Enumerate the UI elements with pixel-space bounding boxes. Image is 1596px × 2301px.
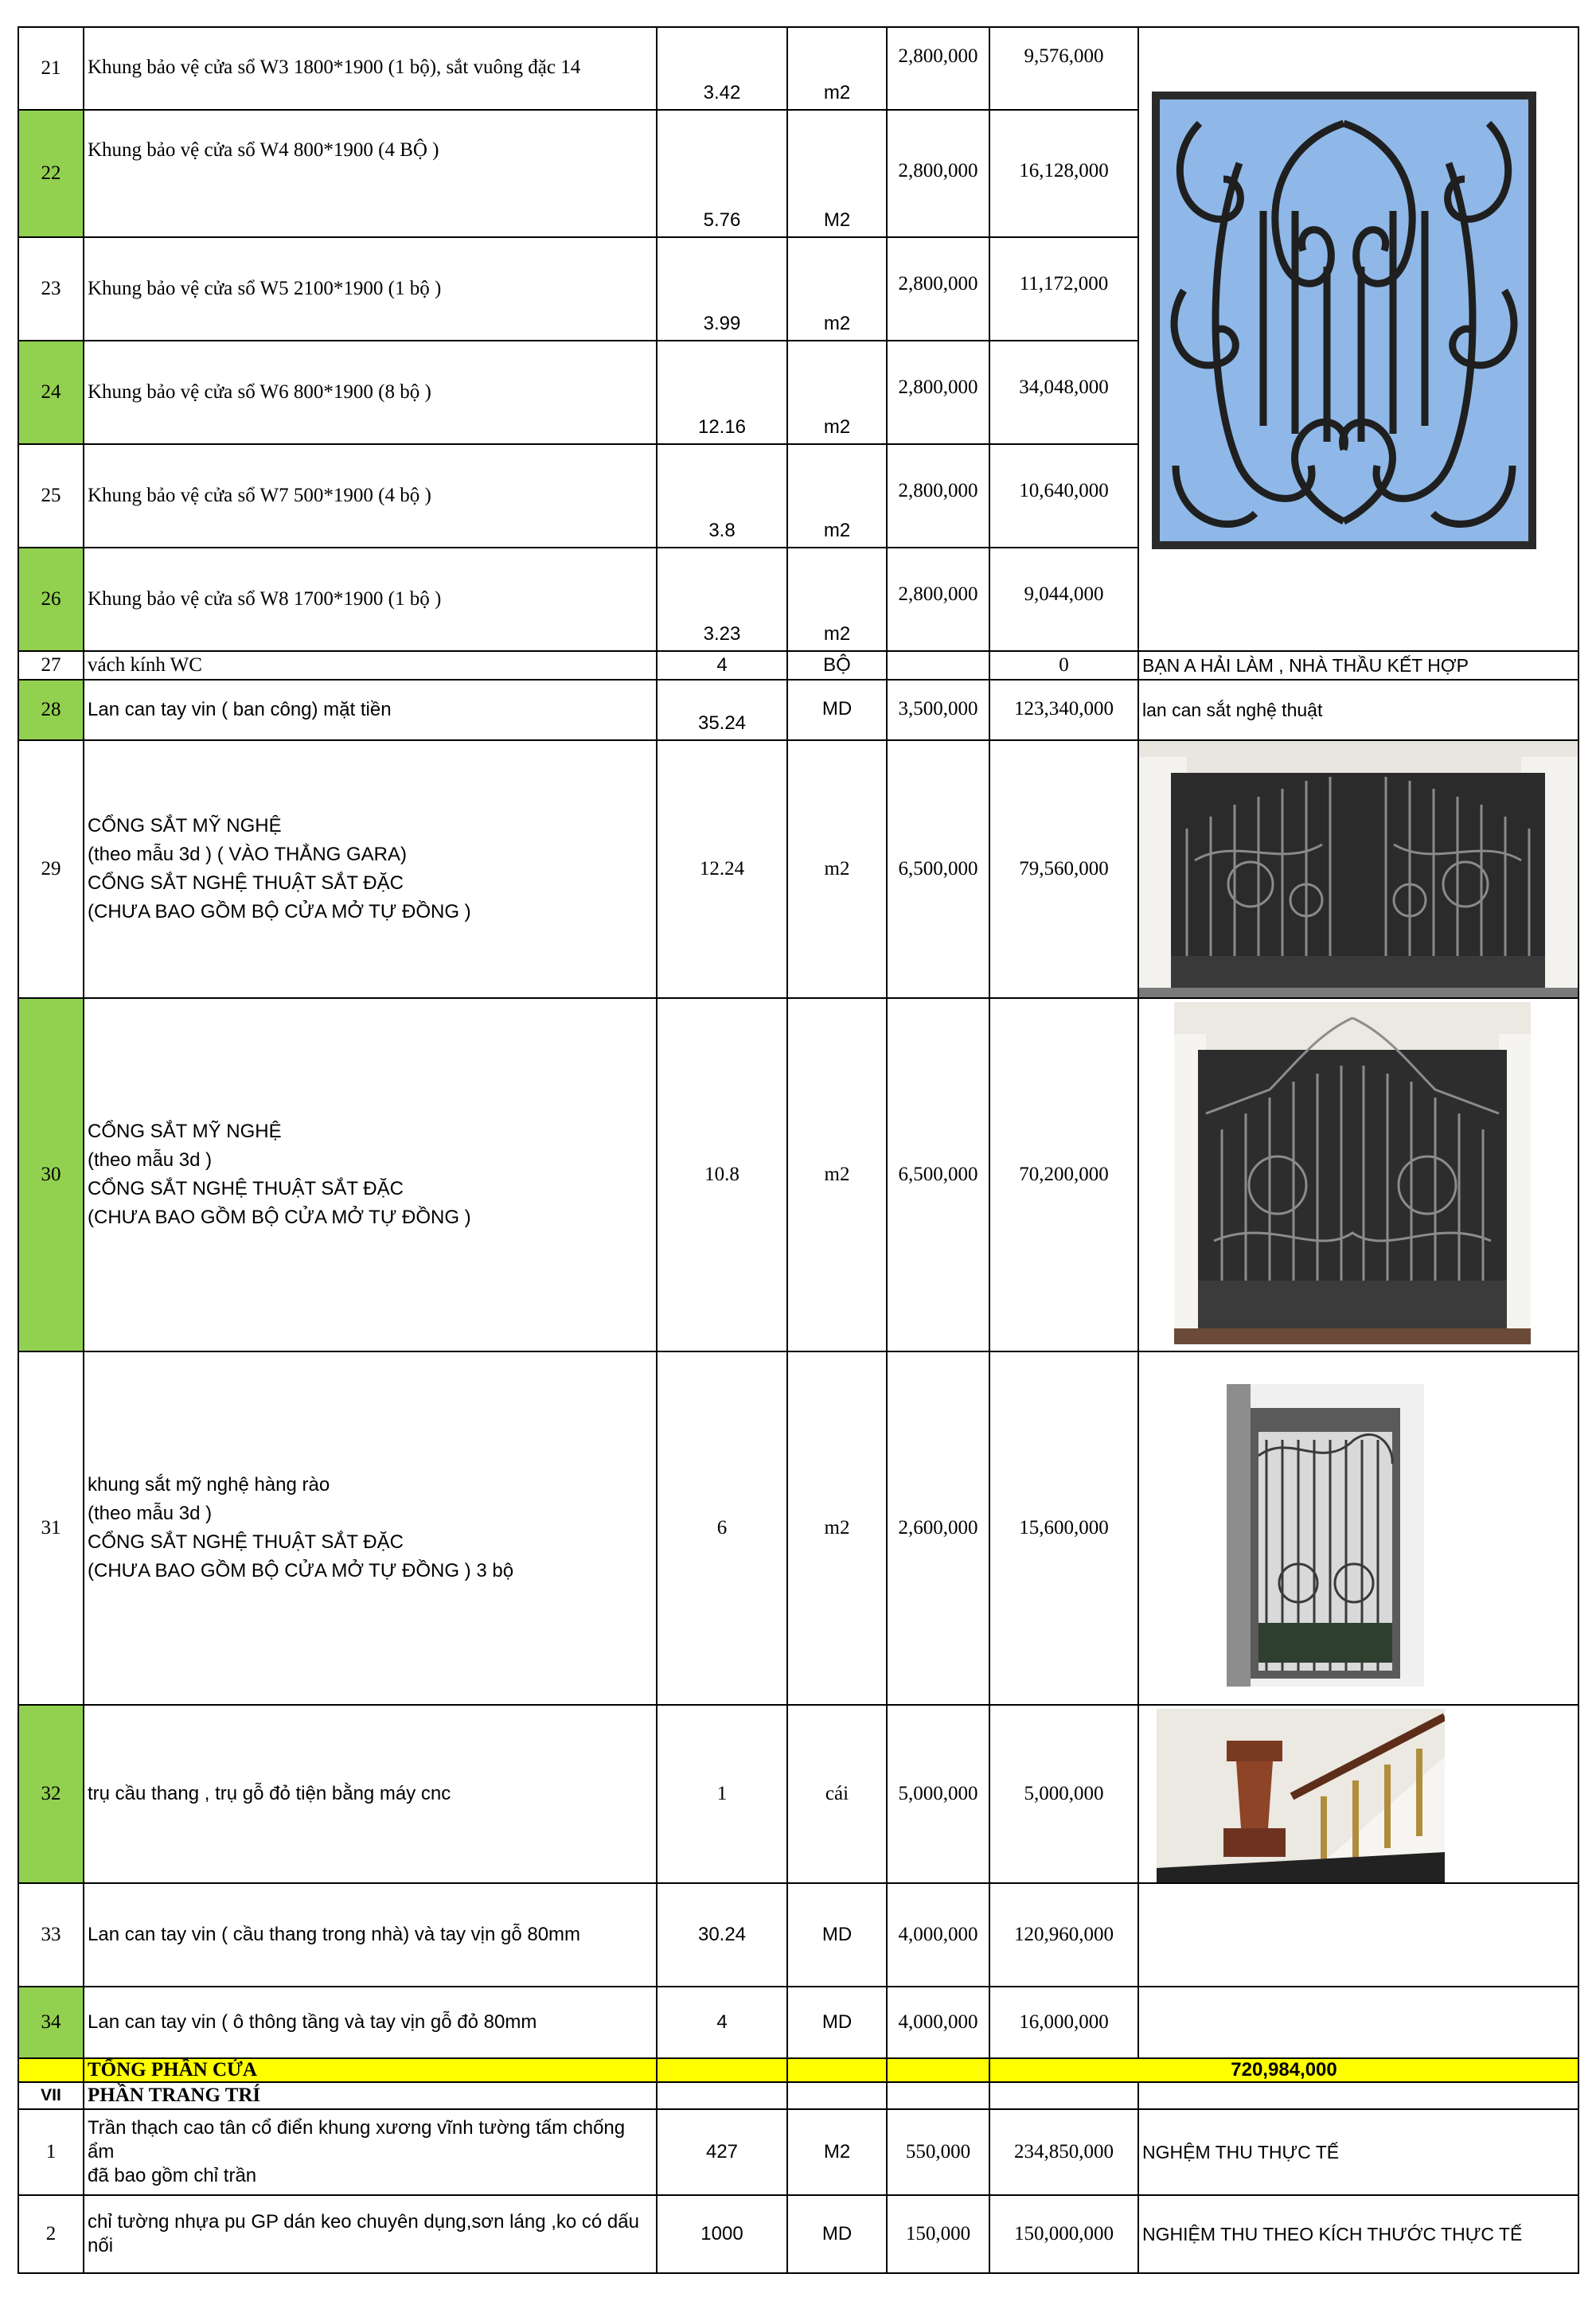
item-description: [84, 2195, 657, 2273]
item-quantity: 4: [657, 1987, 787, 2058]
total-amount: 720,984,000: [989, 2058, 1578, 2082]
empty-cell: [1138, 2082, 1578, 2109]
item-unit-price: 150,000: [887, 2195, 989, 2273]
item-description: [84, 740, 657, 998]
row-number: 1: [18, 2109, 84, 2195]
row-number: 34: [18, 1987, 84, 2058]
empty-cell: [887, 2058, 989, 2082]
empty-cell: [18, 2058, 84, 2082]
fence-gate-image: [1227, 1384, 1424, 1687]
item-amount: 11,172,000: [989, 237, 1138, 341]
description-line: CỔNG SẮT NGHỆ THUẬT SẮT ĐẶC: [88, 1531, 404, 1553]
item-quantity: 3.42: [657, 27, 787, 110]
row-number: 2: [18, 2195, 84, 2273]
item-unit: m2: [787, 341, 887, 444]
item-amount: 0: [989, 651, 1138, 680]
item-unit: m2: [787, 740, 887, 998]
item-unit-price: 550,000: [887, 2109, 989, 2195]
row-number: 25: [18, 444, 84, 548]
row-number: 33: [18, 1883, 84, 1987]
item-note: NGHIỆM THU THEO KÍCH THƯỚC THỰC TẾ: [1138, 2195, 1578, 2273]
item-quantity: 12.16: [657, 341, 787, 444]
empty-cell: [787, 2082, 887, 2109]
item-amount: 34,048,000: [989, 341, 1138, 444]
empty-cell: [1138, 1883, 1578, 1987]
item-amount: 70,200,000: [989, 998, 1138, 1351]
item-quantity: 1000: [657, 2195, 787, 2273]
description-line: (theo mẫu 3d ): [88, 1149, 213, 1171]
section-title: PHẦN TRANG TRÍ: [84, 2082, 657, 2109]
item-unit-price: 5,000,000: [887, 1705, 989, 1883]
item-amount: 9,044,000: [989, 548, 1138, 651]
item-description: [84, 2109, 657, 2195]
row-number: 27: [18, 651, 84, 680]
empty-cell: [657, 2082, 787, 2109]
item-unit: m2: [787, 548, 887, 651]
item-unit-price: 6,500,000: [887, 740, 989, 998]
item-unit: M2: [787, 110, 887, 237]
description-line: CỔNG SẮT MỸ NGHỆ: [88, 815, 282, 837]
table-row: [18, 680, 1578, 740]
window-grille-image: [1152, 92, 1536, 549]
item-amount: 9,576,000: [989, 27, 1138, 110]
empty-cell: [989, 2082, 1138, 2109]
row-number: 31: [18, 1351, 84, 1705]
item-quantity: 10.8: [657, 998, 787, 1351]
item-unit: m2: [787, 444, 887, 548]
item-unit-price: 2,800,000: [887, 110, 989, 237]
window-grille-image-cell: [1138, 27, 1578, 651]
item-description: Lan can tay vin ( ô thông tầng và tay vịn gỗ đỏ 80mm: [84, 1987, 657, 2058]
description-line: CỔNG SẮT NGHỆ THUẬT SẮT ĐẶC: [88, 872, 404, 894]
stair-post-image: [1157, 1709, 1445, 1882]
table-row: [18, 2109, 1578, 2195]
description-line: (CHƯA BAO GỒM BỘ CỬA MỞ TỰ ĐỒNG ): [88, 1207, 471, 1228]
row-number: 23: [18, 237, 84, 341]
item-quantity: 3.99: [657, 237, 787, 341]
item-unit-price: 4,000,000: [887, 1987, 989, 2058]
row-number: 28: [18, 680, 84, 740]
empty-cell: [787, 2058, 887, 2082]
description-line: (theo mẫu 3d ) ( VÀO THẲNG GARA): [88, 844, 408, 865]
item-amount: 120,960,000: [989, 1883, 1138, 1987]
item-unit: m2: [787, 27, 887, 110]
item-amount: 15,600,000: [989, 1351, 1138, 1705]
item-unit-price: 6,500,000: [887, 998, 989, 1351]
row-number: 29: [18, 740, 84, 998]
description-line: CỔNG SẮT NGHỆ THUẬT SẮT ĐẶC: [88, 1178, 404, 1199]
item-amount: 16,128,000: [989, 110, 1138, 237]
item-unit: cái: [787, 1705, 887, 1883]
row-number: 26: [18, 548, 84, 651]
item-unit: m2: [787, 1351, 887, 1705]
item-unit-price: 2,800,000: [887, 27, 989, 110]
quotation-table: [18, 26, 1579, 2274]
item-quantity: 30.24: [657, 1883, 787, 1987]
table-row: [18, 2195, 1578, 2273]
description-line: (CHƯA BAO GỒM BỘ CỬA MỞ TỰ ĐỒNG ): [88, 901, 471, 922]
item-unit-price: 2,800,000: [887, 341, 989, 444]
item-unit: MD: [787, 1883, 887, 1987]
item-description: Khung bảo vệ cửa sổ W3 1800*1900 (1 bộ), sắt vuông đặc 14: [84, 27, 657, 110]
item-unit-price: [887, 651, 989, 680]
iron-gate-2-image-cell: [1138, 998, 1578, 1351]
description-line: CỔNG SẮT MỸ NGHỆ: [88, 1121, 282, 1142]
item-description: Khung bảo vệ cửa sổ W8 1700*1900 (1 bộ ): [84, 548, 657, 651]
item-amount: 150,000,000: [989, 2195, 1138, 2273]
item-unit: BỘ: [787, 651, 887, 680]
item-unit-price: 2,800,000: [887, 548, 989, 651]
item-unit-price: 2,600,000: [887, 1351, 989, 1705]
table-row: [18, 740, 1578, 998]
item-quantity: 12.24: [657, 740, 787, 998]
item-unit: M2: [787, 2109, 887, 2195]
section-header-row: [18, 2082, 1578, 2109]
item-unit: m2: [787, 998, 887, 1351]
empty-cell: [887, 2082, 989, 2109]
description-line: (theo mẫu 3d ): [88, 1503, 213, 1524]
item-description: [84, 1351, 657, 1705]
item-quantity: 427: [657, 2109, 787, 2195]
item-note: BẠN A HẢI LÀM , NHÀ THẦU KẾT HỢP: [1138, 651, 1578, 680]
row-number: 22: [18, 110, 84, 237]
row-number: 21: [18, 27, 84, 110]
item-description: Khung bảo vệ cửa sổ W5 2100*1900 (1 bộ ): [84, 237, 657, 341]
fence-gate-image-cell: [1138, 1351, 1578, 1705]
description-line: ẩm: [88, 2141, 115, 2163]
item-amount: 5,000,000: [989, 1705, 1138, 1883]
empty-cell: [657, 2058, 787, 2082]
iron-gate-2-image: [1174, 1002, 1531, 1344]
item-description: Khung bảo vệ cửa sổ W6 800*1900 (8 bộ ): [84, 341, 657, 444]
item-note: NGHỆM THU THỰC TẾ: [1138, 2109, 1578, 2195]
item-quantity: 1: [657, 1705, 787, 1883]
item-quantity: 4: [657, 651, 787, 680]
row-number: 24: [18, 341, 84, 444]
item-description: Lan can tay vin ( cầu thang trong nhà) và tay vịn gỗ 80mm: [84, 1883, 657, 1987]
item-amount: 79,560,000: [989, 740, 1138, 998]
item-description: [84, 998, 657, 1351]
item-quantity: 35.24: [657, 680, 787, 740]
item-amount: 10,640,000: [989, 444, 1138, 548]
iron-gate-image-cell: [1138, 740, 1578, 998]
row-number: 30: [18, 998, 84, 1351]
table-row: [18, 1987, 1578, 2058]
table-row: [18, 651, 1578, 680]
table-row: [18, 1883, 1578, 1987]
item-description: Khung bảo vệ cửa sổ W7 500*1900 (4 bộ ): [84, 444, 657, 548]
item-amount: 123,340,000: [989, 680, 1138, 740]
item-description: vách kính WC: [84, 651, 657, 680]
item-unit: MD: [787, 680, 887, 740]
item-description: trụ cầu thang , trụ gỗ đỏ tiện bằng máy cnc: [84, 1705, 657, 1883]
total-row: [18, 2058, 1578, 2082]
empty-cell: [1138, 1987, 1578, 2058]
item-unit-price: 2,800,000: [887, 237, 989, 341]
item-amount: 234,850,000: [989, 2109, 1138, 2195]
item-unit: m2: [787, 237, 887, 341]
item-quantity: 5.76: [657, 110, 787, 237]
stair-post-image-cell: [1138, 1705, 1578, 1883]
table-row: [18, 1351, 1578, 1705]
item-quantity: 3.8: [657, 444, 787, 548]
section-number: VII: [18, 2082, 84, 2109]
item-unit-price: 3,500,000: [887, 680, 989, 740]
iron-gate-image: [1139, 741, 1578, 997]
description-line: (CHƯA BAO GỒM BỘ CỬA MỞ TỰ ĐỒNG ) 3 bộ: [88, 1560, 514, 1581]
description-line: đã bao gồm chỉ trần: [88, 2165, 257, 2186]
item-unit-price: 4,000,000: [887, 1883, 989, 1987]
table-row: [18, 998, 1578, 1351]
description-line: Trần thạch cao tân cổ điển khung xương vĩnh tường tấm chống: [88, 2117, 626, 2139]
item-quantity: 3.23: [657, 548, 787, 651]
item-unit-price: 2,800,000: [887, 444, 989, 548]
table-row: [18, 1705, 1578, 1883]
description-line: khung sắt mỹ nghệ hàng rào: [88, 1474, 330, 1496]
item-quantity: 6: [657, 1351, 787, 1705]
total-label: TỔNG PHẦN CỬA: [84, 2058, 657, 2082]
item-amount: 16,000,000: [989, 1987, 1138, 2058]
description-line: chỉ tường nhựa pu GP dán keo chuyên dụng,sơn láng ,ko có dấu: [88, 2211, 639, 2233]
item-unit: MD: [787, 2195, 887, 2273]
description-line: nối: [88, 2235, 114, 2256]
item-note: lan can sắt nghệ thuật: [1138, 680, 1578, 740]
table-row: [18, 27, 1578, 110]
item-unit: MD: [787, 1987, 887, 2058]
item-description: Khung bảo vệ cửa sổ W4 800*1900 (4 BỘ ): [84, 110, 657, 237]
row-number: 32: [18, 1705, 84, 1883]
item-description: Lan can tay vin ( ban công) mặt tiền: [84, 680, 657, 740]
